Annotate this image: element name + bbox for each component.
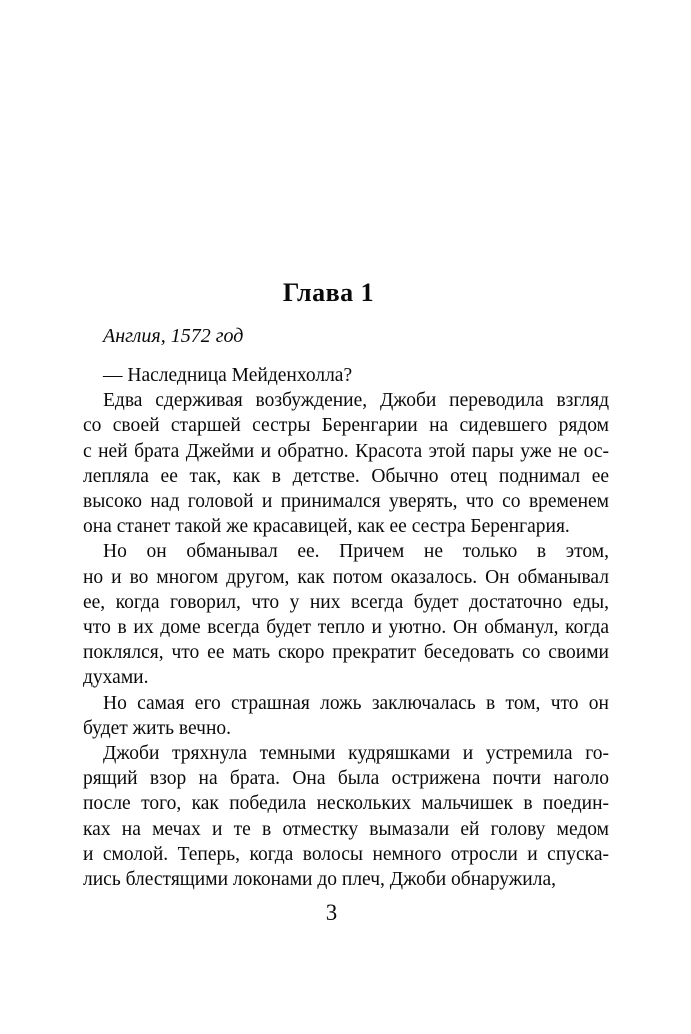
text-line: со своей старшей сестры Беренгарии на сидевшего рядом (83, 415, 609, 437)
chapter-heading: Глава 1 (282, 278, 375, 307)
body-text (83, 363, 609, 892)
text-line: Едва сдерживая возбуждение, Джоби переводила взгляд (103, 390, 609, 412)
paragraph (83, 388, 609, 539)
text-line: Но он обманывал ее. Причем не только в этом, (103, 541, 609, 563)
paragraph (83, 539, 609, 690)
text-line: ее, когда говорил, что у них всегда будет достаточно еды, (83, 591, 609, 613)
text-line: Джоби тряхнула темными кудряшками и устремила го- (103, 743, 609, 765)
chapter-subtitle: Англия, 1572 год (103, 325, 244, 347)
text-line: с ней брата Джейми и обратно. Красота этой пары уже не ос- (83, 440, 609, 462)
text-line: она станет такой же красавицей, как ее сестра Беренгария. (83, 516, 570, 538)
text-line: лись блестящими локонами до плеч, Джоби обнаружила, (83, 869, 556, 891)
text-line: рящий взор на брата. Она была острижена почти наголо (83, 768, 609, 790)
text-line: духами. (83, 667, 149, 689)
paragraph (83, 363, 609, 388)
text-line: будет жить вечно. (83, 717, 232, 739)
text-line: ках на мечах и те в отместку вымазали ей голову медом (83, 818, 609, 840)
text-line: Но самая его страшная ложь заключалась в том, что он (103, 692, 609, 714)
text-line: — Наследница Мейденхолла? (103, 365, 353, 386)
text-line: что в их доме всегда будет тепло и уютно. Он обманул, когда (83, 617, 609, 639)
text-line: но и во многом другом, как потом оказалось. Он обманывал (83, 566, 609, 588)
text-line: после того, как победила нескольких мальчишек в поедин- (83, 793, 609, 815)
paragraph (83, 741, 609, 892)
text-line: поклялся, что ее мать скоро прекратит беседовать со своими (83, 642, 609, 664)
paragraph (83, 691, 609, 741)
text-line: лепляла ее так, как в детстве. Обычно отец поднимал ее (83, 465, 609, 487)
page-number: 3 (325, 900, 338, 925)
text-line: высоко над головой и принимался уверять, что со временем (83, 491, 609, 513)
text-line: и смолой. Теперь, когда волосы немного отросли и спуска- (83, 843, 609, 865)
